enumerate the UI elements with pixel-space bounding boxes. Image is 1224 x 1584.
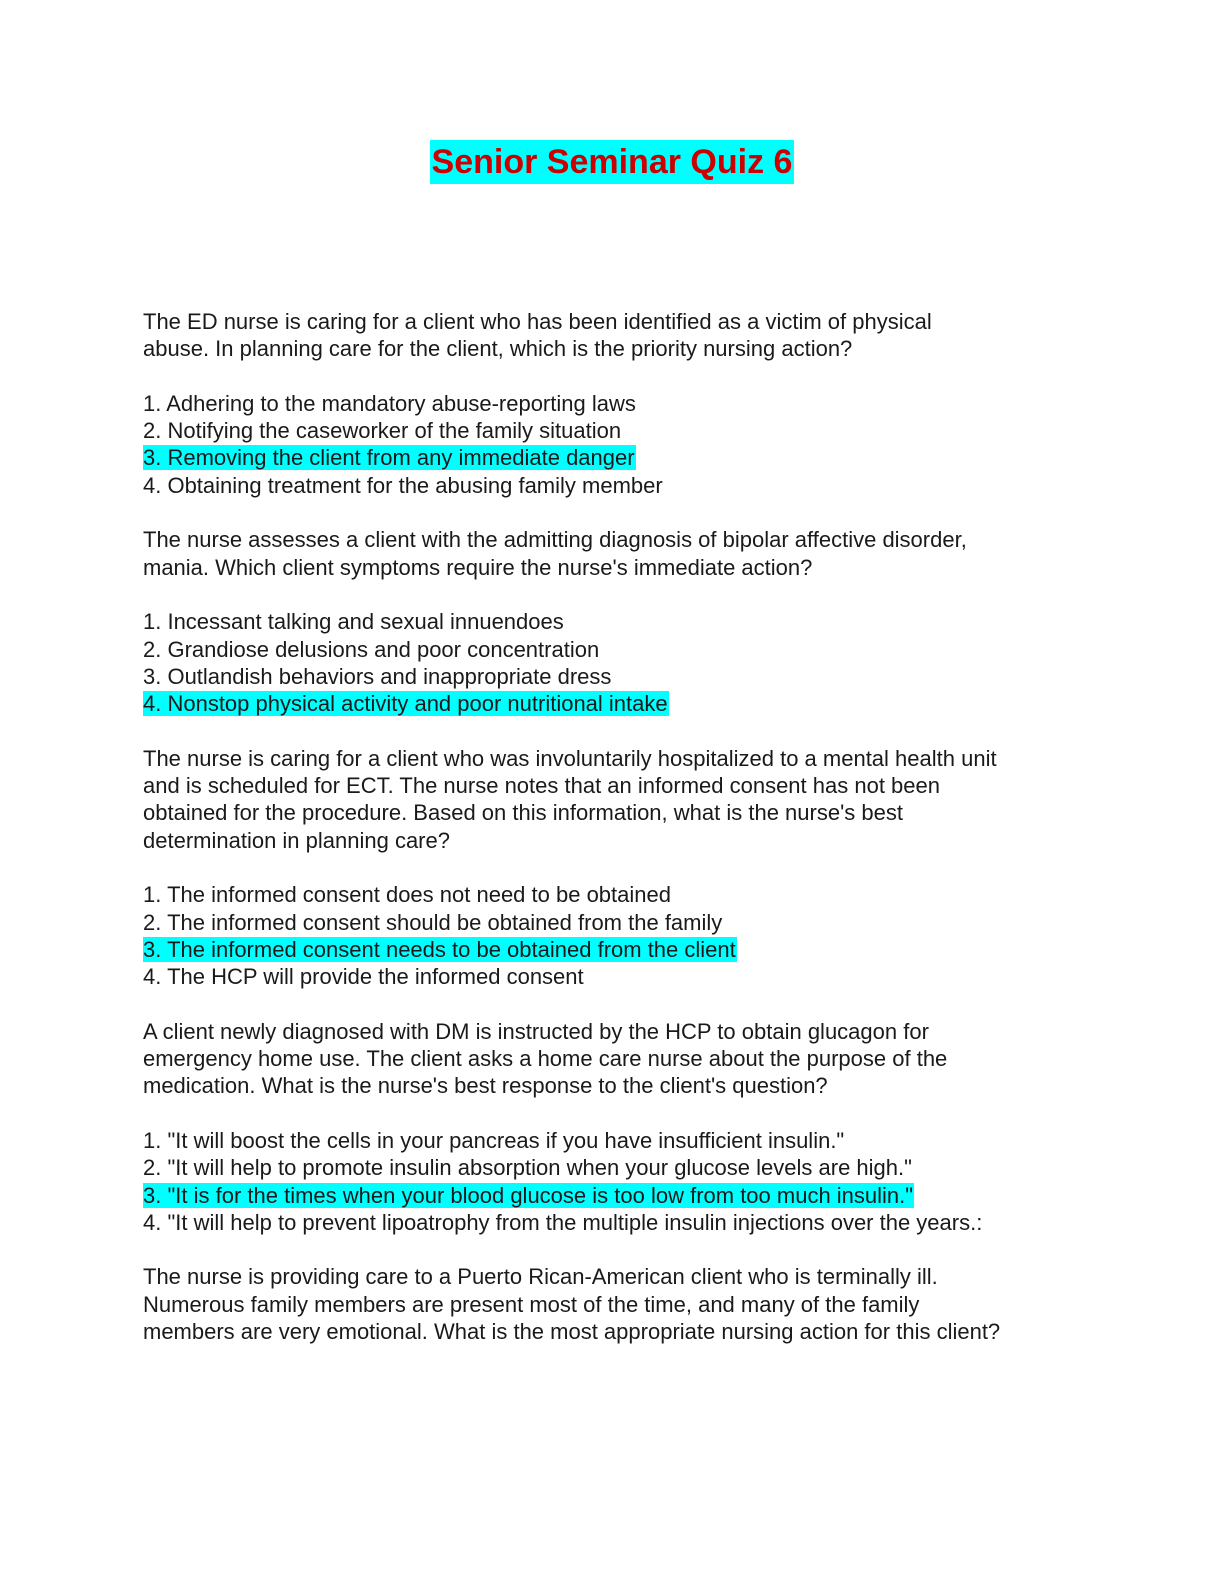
question-stem: The nurse is caring for a client who was involuntarily hospitalized to a mental health unit and is scheduled for ECT. The nurse notes that an informed consent has not been obtained for the procedure. Based on this information, what is the nurse's best determination in planning care? (143, 745, 997, 853)
question-4 (143, 1018, 1083, 1236)
highlighted-answer-option (143, 936, 1083, 963)
answer-option (143, 1209, 1083, 1236)
answer-option (143, 636, 1083, 663)
answer-option-text: 1. Incessant talking and sexual innuendoes (143, 609, 564, 635)
question-1 (143, 308, 1083, 499)
answer-option-text: 4. Obtaining treatment for the abusing family member (143, 472, 663, 498)
answer-option (143, 1154, 1083, 1181)
answer-option (143, 881, 1083, 908)
highlighted-answer-option (143, 444, 1083, 471)
question-stem: The nurse assesses a client with the admitting diagnosis of bipolar affective disorder, mania. Which client symptoms require the nurse's immediate action? (143, 527, 967, 580)
answer-option-text: 3. The informed consent needs to be obtained from the client (143, 936, 736, 962)
answer-option-text: 1. The informed consent does not need to be obtained (143, 882, 671, 908)
answer-option-text: 2. Notifying the caseworker of the family situation (143, 418, 622, 444)
answer-option (143, 963, 1083, 990)
question-2 (143, 526, 1083, 717)
highlighted-answer-option (143, 1182, 1083, 1209)
answer-option-text: 2. "It will help to promote insulin absorption when your glucose levels are high." (143, 1155, 912, 1181)
answer-option-text: 3. Removing the client from any immediate danger (143, 445, 635, 471)
answer-option (143, 472, 1083, 499)
answer-option (143, 1127, 1083, 1154)
question-stem: A client newly diagnosed with DM is instructed by the HCP to obtain glucagon for emergency home use. The client asks a home care nurse about the purpose of the medication. What is the nurse's best response to the client's question? (143, 1018, 948, 1099)
quiz-content (143, 308, 1083, 1373)
answer-option-text: 1. Adhering to the mandatory abuse-reporting laws (143, 390, 636, 416)
title-container (0, 140, 1224, 184)
answer-option (143, 390, 1083, 417)
answer-option-text: 4. "It will help to prevent lipoatrophy from the multiple insulin injections over the years.: (143, 1209, 983, 1235)
answer-option-text: 2. The informed consent should be obtained from the family (143, 909, 723, 935)
page-title: Senior Seminar Quiz 6 (430, 140, 795, 184)
answer-option-text: 2. Grandiose delusions and poor concentration (143, 636, 600, 662)
question-stem: The nurse is providing care to a Puerto Rican-American client who is terminally ill. Numerous family members are present most of the time, and many of the family members are very emotional. What is the most appropriate nursing action for this client? (143, 1264, 1001, 1344)
answer-option (143, 663, 1083, 690)
answer-option (143, 417, 1083, 444)
answer-option (143, 608, 1083, 635)
highlighted-answer-option (143, 690, 1083, 717)
question-5 (143, 1263, 1083, 1345)
question-3 (143, 745, 1083, 991)
answer-option-text: 3. "It is for the times when your blood glucose is too low from too much insulin." (143, 1182, 914, 1208)
answer-option-text: 4. Nonstop physical activity and poor nutritional intake (143, 691, 668, 717)
answer-option-text: 3. Outlandish behaviors and inappropriate dress (143, 663, 612, 689)
question-stem: The ED nurse is caring for a client who has been identified as a victim of physical abuse. In planning care for the client, which is the priority nursing action? (143, 309, 932, 362)
answer-option-text: 1. "It will boost the cells in your pancreas if you have insufficient insulin." (143, 1127, 845, 1153)
answer-option (143, 909, 1083, 936)
answer-option-text: 4. The HCP will provide the informed consent (143, 964, 584, 990)
